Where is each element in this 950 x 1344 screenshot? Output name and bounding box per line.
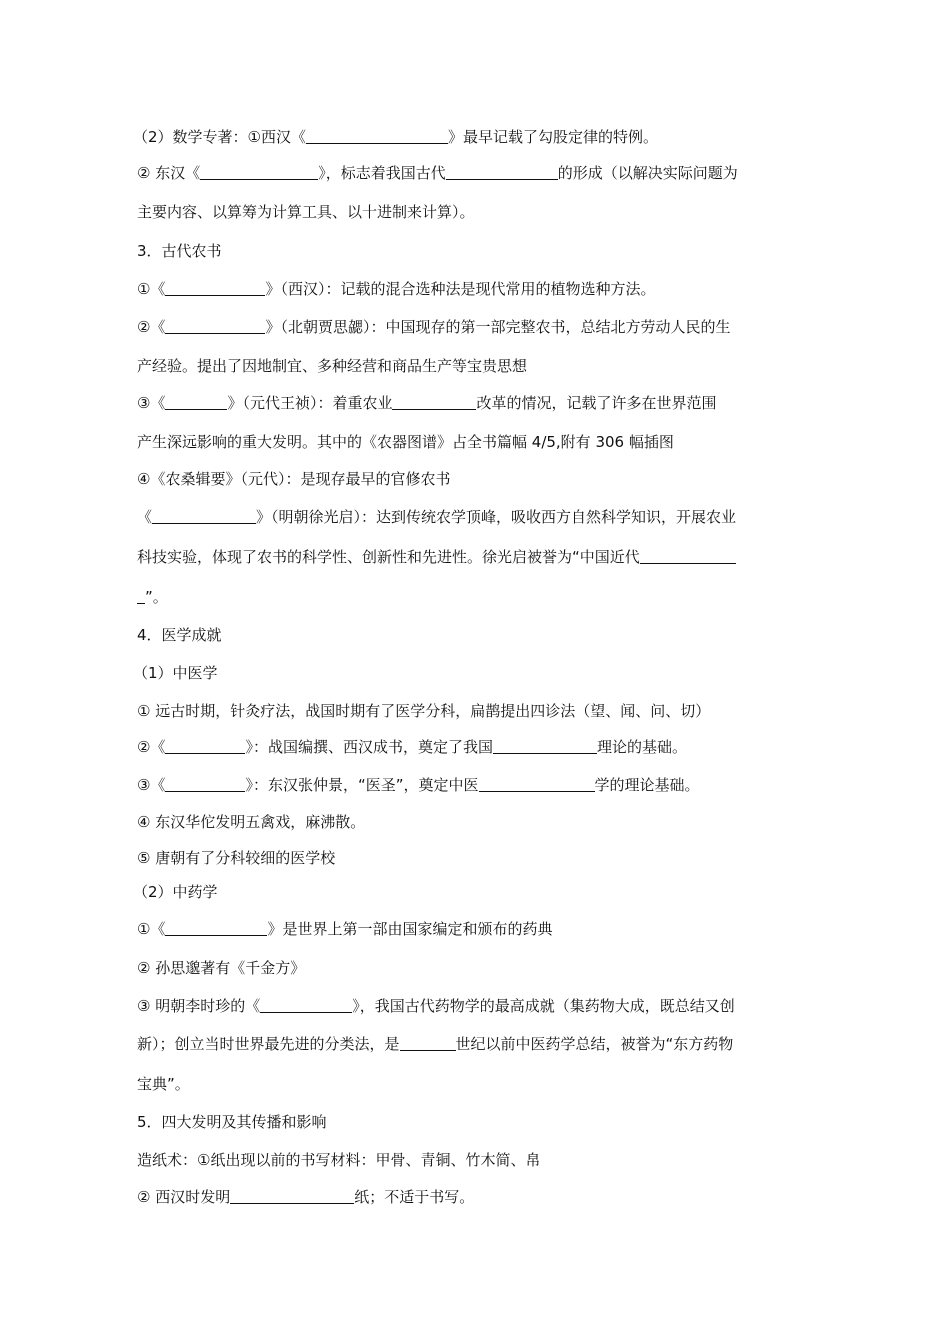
line-tcm-1: ① 远古时期，针灸疗法，战国时期有了医学分科，扁鹊提出四诊法（望、闻、问、切）: [137, 702, 711, 720]
line-tcm-3: ③《 》：东汉张仲景，“医圣”，奠定中医 学的理论基础。: [137, 776, 700, 794]
line-pharm-3-cont: 新）；创立当时世界最先进的分类法，是 世纪以前中医药学总结，被誉为“东方药物: [137, 1035, 734, 1053]
line-agri-2: ②《 》（北朝贾思勰）：中国现存的第一部完整农书，总结北方劳动人民的生: [137, 318, 731, 336]
line-tcm-5: ⑤ 唐朝有了分科较细的医学校: [137, 849, 336, 867]
line-pharm-3: ③ 明朝李时珍的《 》，我国古代药物学的最高成就（集药物大成，既总结又创: [137, 997, 735, 1015]
blank-field[interactable]: [306, 128, 448, 144]
blank-field[interactable]: [165, 776, 245, 792]
line-math-donghan: ② 东汉《 》，标志着我国古代 的形成（以解决实际问题为: [137, 164, 738, 182]
blank-field[interactable]: [479, 776, 595, 792]
line-agri-3: ③《 》（元代王祯）：着重农业 改革的情况，记载了许多在世界范围: [137, 394, 717, 412]
line-agri-5: 《 》（明朝徐光启）：达到传统农学顶峰，吸收西方自然科学知识，开展农业: [137, 508, 737, 526]
blank-field[interactable]: [260, 997, 352, 1013]
line-agri-5-cont: 科技实验，体现了农书的科学性、创新性和先进性。徐光启被誉为“中国近代: [137, 547, 817, 567]
line-agri-1: ①《 》（西汉）：记载的混合选种法是现代常用的植物选种方法。: [137, 280, 656, 298]
line-agri-4: ④《农桑辑要》（元代）：是现存最早的官修农书: [137, 470, 451, 488]
line-pharm-3-end: 宝典”。: [137, 1075, 190, 1093]
line-tcm-4: ④ 东汉华佗发明五禽戏，麻沸散。: [137, 813, 366, 831]
blank-field[interactable]: [165, 318, 265, 334]
line-tcm-2: ②《 》：战国编撰、西汉成书，奠定了我国 理论的基础。: [137, 738, 687, 756]
blank-field[interactable]: [165, 280, 265, 296]
line-agri-2-cont: 产经验。提出了因地制宜、多种经营和商品生产等宝贵思想: [137, 357, 528, 375]
line-pharm-1: ①《 》是世界上第一部由国家编定和颁布的药典: [137, 920, 553, 938]
blank-field[interactable]: [446, 164, 558, 180]
blank-field[interactable]: [165, 920, 267, 936]
blank-field[interactable]: [200, 164, 318, 180]
blank-field[interactable]: [165, 738, 245, 754]
heading-agri-books: 3．古代农书: [137, 242, 222, 260]
blank-field[interactable]: [137, 588, 145, 604]
heading-four-inventions: 5．四大发明及其传播和影响: [137, 1113, 327, 1131]
line-math-xihan: （2）数学专著：①西汉《 》最早记载了勾股定律的特例。: [133, 128, 659, 146]
blank-field[interactable]: [640, 548, 736, 564]
blank-field[interactable]: [230, 1188, 354, 1204]
line-paper-1: 造纸术：①纸出现以前的书写材料：甲骨、青铜、竹木简、帛: [137, 1151, 541, 1169]
blank-field[interactable]: [392, 394, 476, 410]
blank-field[interactable]: [152, 508, 256, 524]
line-paper-2: ② 西汉时发明 纸；不适于书写。: [137, 1188, 475, 1206]
blank-field[interactable]: [493, 738, 597, 754]
heading-medicine: 4．医学成就: [137, 626, 222, 644]
subheading-tcm: （1）中医学: [133, 664, 218, 682]
blank-field[interactable]: [400, 1035, 456, 1051]
line-math-desc: 主要内容、以算筹为计算工具、以十进制来计算）。: [137, 203, 475, 221]
line-pharm-2: ② 孙思邈著有《千金方》: [137, 959, 306, 977]
blank-field[interactable]: [165, 394, 227, 410]
subheading-pharmacy: （2）中药学: [133, 883, 218, 901]
line-agri-5-end: ”。: [137, 587, 817, 607]
line-agri-3-cont: 产生深远影响的重大发明。其中的《农器图谱》占全书篇幅 4/5,附有 306 幅插图: [137, 433, 674, 451]
